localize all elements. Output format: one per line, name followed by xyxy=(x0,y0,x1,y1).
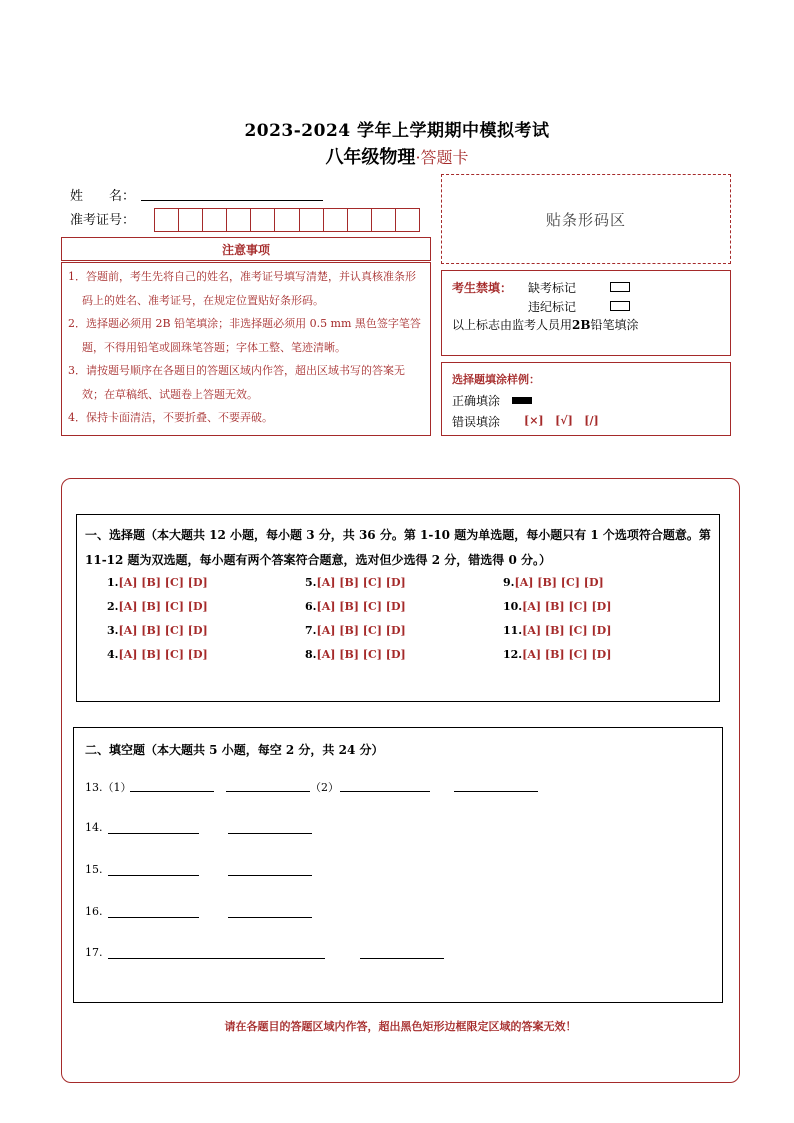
id-boxes xyxy=(154,208,420,232)
question-number: 11. xyxy=(503,624,523,637)
choice-row[interactable] xyxy=(107,624,208,637)
choice-row[interactable] xyxy=(107,600,208,613)
name-field[interactable] xyxy=(141,200,323,201)
choice-row[interactable] xyxy=(503,624,611,637)
question-number: 10. xyxy=(503,600,523,613)
choice-options[interactable]: [A] [B] [C] [D] xyxy=(522,600,612,613)
notice-item: 1．答题前，考生先将自己的姓名，准考证号填写清楚，并认真核准条形码上的姓名、准考证号，在规定位置贴好条形码。 xyxy=(68,270,416,307)
prohibit-note-bold: 2B xyxy=(572,318,591,332)
section-fill xyxy=(73,727,723,1003)
id-digit-box[interactable] xyxy=(299,208,323,232)
question-number: 12. xyxy=(503,648,523,661)
wrong-mark: [×] xyxy=(524,414,544,427)
footer-note: 请在各题目的答题区域内作答，超出黑色矩形边框限定区域的答案无效！ xyxy=(224,1020,577,1033)
answer-blank[interactable] xyxy=(340,791,430,792)
choice-options[interactable]: [A] [B] [C] [D] xyxy=(316,600,406,613)
choice-options[interactable]: [A] [B] [C] [D] xyxy=(118,648,208,661)
id-digit-box[interactable] xyxy=(371,208,395,232)
answer-blank[interactable] xyxy=(454,791,538,792)
choice-options[interactable]: [A] [B] [C] [D] xyxy=(316,576,406,589)
absent-mark-box[interactable] xyxy=(610,282,630,292)
id-digit-box[interactable] xyxy=(154,208,178,232)
barcode-area xyxy=(441,174,731,264)
id-digit-box[interactable] xyxy=(202,208,226,232)
question-number: 1. xyxy=(107,576,119,589)
id-digit-box[interactable] xyxy=(226,208,250,232)
choice-row[interactable] xyxy=(503,576,604,589)
question-number: 3. xyxy=(107,624,119,637)
correct-fill-label: 正确填涂 xyxy=(452,394,501,408)
section-fill-title: 二、填空题（本大题共 5 小题，每空 2 分，共 24 分） xyxy=(85,743,384,757)
wrong-fill-samples xyxy=(524,414,599,427)
choice-row[interactable] xyxy=(107,576,208,589)
notice-item: 4．保持卡面清洁，不要折叠、不要弄破。 xyxy=(68,411,273,424)
answer-blank[interactable] xyxy=(130,791,214,792)
choice-options[interactable]: [A] [B] [C] [D] xyxy=(514,576,604,589)
exam-subtitle xyxy=(0,143,794,169)
choice-options[interactable]: [A] [B] [C] [D] xyxy=(316,624,406,637)
q14-label: 14. xyxy=(85,821,103,834)
choice-row[interactable] xyxy=(305,624,406,637)
notice-item: 2．选择题必须用 2B 铅笔填涂；非选择题必须用 0.5 mm 黑色签字笔答题，不得用铅笔或圆珠笔答题；字体工整、笔迹清晰。 xyxy=(68,317,421,354)
prohibit-note-post: 铅笔填涂 xyxy=(590,318,639,332)
exam-title: 2023-2024 学年上学期期中模拟考试 xyxy=(244,121,550,141)
sample-title: 选择题填涂样例： xyxy=(452,373,540,386)
choice-row[interactable] xyxy=(305,576,406,589)
answer-blank[interactable] xyxy=(108,958,325,959)
choice-row[interactable] xyxy=(305,600,406,613)
answer-blank[interactable] xyxy=(108,833,199,834)
id-digit-box[interactable] xyxy=(347,208,371,232)
choice-options[interactable]: [A] [B] [C] [D] xyxy=(316,648,406,661)
answer-blank[interactable] xyxy=(226,791,310,792)
absent-mark-label: 缺考标记 xyxy=(528,281,577,295)
id-digit-box[interactable] xyxy=(274,208,298,232)
section-choice xyxy=(76,514,720,702)
q13-label: 13.（1） xyxy=(85,781,132,794)
correct-fill-sample xyxy=(512,397,532,404)
choice-options[interactable]: [A] [B] [C] [D] xyxy=(522,624,612,637)
question-number: 5. xyxy=(305,576,317,589)
choice-row[interactable] xyxy=(305,648,406,661)
violation-mark-box[interactable] xyxy=(610,301,630,311)
choice-row[interactable] xyxy=(503,600,611,613)
prohibit-label: 考生禁填： xyxy=(452,281,513,295)
answer-blank[interactable] xyxy=(228,875,312,876)
answer-blank[interactable] xyxy=(228,833,312,834)
choice-options[interactable]: [A] [B] [C] [D] xyxy=(118,576,208,589)
q16-label: 16. xyxy=(85,905,103,918)
id-digit-box[interactable] xyxy=(250,208,274,232)
id-label: 准考证号： xyxy=(70,213,136,228)
prohibit-note-pre: 以上标志由监考人员用 xyxy=(452,318,573,332)
notice-heading: 注意事项 xyxy=(61,237,431,261)
question-number: 9. xyxy=(503,576,515,589)
wrong-mark: [√] xyxy=(555,414,573,427)
q17-label: 17. xyxy=(85,946,103,959)
sample-box xyxy=(441,362,731,436)
id-digit-box[interactable] xyxy=(395,208,420,232)
wrong-fill-label: 错误填涂 xyxy=(452,415,501,429)
question-number: 8. xyxy=(305,648,317,661)
prohibit-note xyxy=(452,316,639,333)
notice-body xyxy=(61,262,431,436)
question-number: 2. xyxy=(107,600,119,613)
choice-options[interactable]: [A] [B] [C] [D] xyxy=(522,648,612,661)
section-choice-title: 一、选择题（本大题共 12 小题，每小题 3 分，共 36 分。第 1-10 题为单选题，每小题只有 1 个选项符合题意。第 11-12 题为双选题，每小题有两个答案符合题意，选对但少选得 2 分，错选得 0 分。） xyxy=(85,528,711,567)
subtitle-separator: · xyxy=(415,148,421,167)
answer-blank[interactable] xyxy=(360,958,444,959)
choice-row[interactable] xyxy=(503,648,611,661)
question-number: 7. xyxy=(305,624,317,637)
question-number: 6. xyxy=(305,600,317,613)
answer-blank[interactable] xyxy=(108,875,199,876)
id-digit-box[interactable] xyxy=(178,208,202,232)
barcode-label: 贴条形码区 xyxy=(545,210,626,229)
violation-mark-label: 违纪标记 xyxy=(528,300,577,314)
name-label: 姓 名： xyxy=(70,189,136,204)
prohibit-box xyxy=(441,270,731,356)
card-type: 答题卡 xyxy=(420,148,469,167)
wrong-mark: [/] xyxy=(584,414,599,427)
answer-blank[interactable] xyxy=(108,917,199,918)
choice-row[interactable] xyxy=(107,648,208,661)
answer-blank[interactable] xyxy=(228,917,312,918)
id-digit-box[interactable] xyxy=(323,208,347,232)
question-number: 4. xyxy=(107,648,119,661)
notice-item: 3．请按题号顺序在各题目的答题区域内作答，超出区域书写的答案无效；在草稿纸、试题卷上答题无效。 xyxy=(68,364,405,401)
q15-label: 15. xyxy=(85,863,103,876)
choice-options[interactable]: [A] [B] [C] [D] xyxy=(118,600,208,613)
q13-part2-label: （2） xyxy=(310,781,339,794)
subject-name: 八年级物理 xyxy=(325,147,416,168)
choice-options[interactable]: [A] [B] [C] [D] xyxy=(118,624,208,637)
